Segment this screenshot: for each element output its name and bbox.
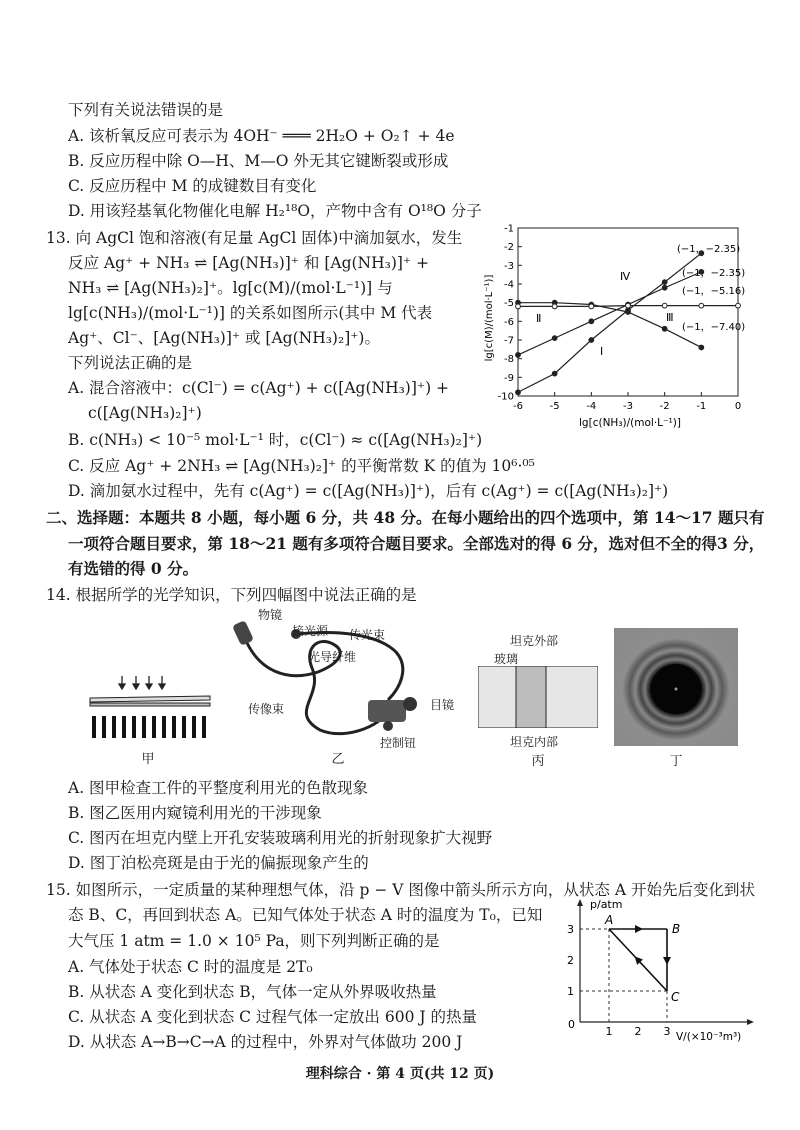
q15-origin: 0 <box>568 1018 575 1031</box>
q13-data-point <box>589 319 594 324</box>
q12-stem: 下列有关说法错误的是 <box>68 101 224 119</box>
tank-glass <box>516 666 546 728</box>
q13-data-point <box>589 304 594 309</box>
q13-line-5: Ag⁺、Cl⁻、[Ag(NH₃)]⁺ 或 [Ag(NH₃)₂]⁺)。 <box>68 329 380 347</box>
q12-option-a: A. 该析氧反应可表示为 4OH⁻ ═══ 2H₂O + O₂↑ + 4e <box>68 127 455 145</box>
q15-arrow-ab <box>635 925 643 933</box>
q15-v-tick-label: 3 <box>663 1025 671 1038</box>
interference-fringe <box>142 716 146 738</box>
interference-fringe <box>192 716 196 738</box>
q15-option-a: A. 气体处于状态 C 时的温度是 2T₀ <box>68 958 313 976</box>
q13-y-tick-label: -7 <box>504 335 514 347</box>
q13-label-IV: Ⅳ <box>620 270 631 283</box>
q13-label-I: Ⅰ <box>600 345 604 358</box>
q13-annot-4: (−1，−7.40) <box>682 322 746 333</box>
q13-data-point <box>552 336 557 341</box>
interference-fringe <box>182 716 186 738</box>
q13-data-point <box>699 345 704 350</box>
q14-caption-ding: 丁 <box>669 754 683 769</box>
label-outside: 坦克外部 <box>510 634 559 648</box>
interference-fringe <box>102 716 106 738</box>
label-inside: 坦克内部 <box>510 735 559 749</box>
interference-fringe <box>122 716 126 738</box>
q13-data-point <box>662 285 667 290</box>
q13-y-tick-label: -9 <box>504 372 514 384</box>
eyepiece-icon <box>403 697 417 711</box>
q13-line-1: 13. 向 AgCl 饱和溶液(有足量 AgCl 固体)中滴加氨水，发生 <box>46 229 463 247</box>
q13-data-point <box>626 310 631 315</box>
q14-caption-bing: 丙 <box>531 754 545 769</box>
q13-x-tick-label: -6 <box>513 401 523 412</box>
q13-option-b: B. c(NH₃) < 10⁻⁵ mol·L⁻¹ 时，c(Cl⁻) ≈ c([Ag(NH₃)₂]⁺) <box>68 431 483 449</box>
q13-annot-1: (−1，−2.35) <box>677 244 741 255</box>
q15-p-tick-label: 2 <box>567 954 574 967</box>
q13-series-line <box>518 253 701 392</box>
section2-line-2: 一项符合题目要求，第 18～21 题有多项符合题目要求。全部选对的得 6 分，选对但不全的得3 分， <box>68 534 765 553</box>
label-kongzhiniu: 控制钮 <box>380 736 417 750</box>
control-knob-icon <box>383 721 393 731</box>
label-jieguangyuan: 接光源 <box>292 624 329 638</box>
objective-lens-icon <box>232 620 254 646</box>
q14-caption-yi: 乙 <box>331 752 345 767</box>
q15-p-tick-label: 1 <box>567 985 574 998</box>
q13-line-2: 反应 Ag⁺ + NH₃ ⇌ [Ag(NH₃)]⁺ 和 [Ag(NH₃)]⁺ + <box>68 254 430 272</box>
q15-ylabel: p/atm <box>590 898 623 911</box>
q15-v-tick-label: 1 <box>605 1025 613 1038</box>
q13-data-point <box>736 303 741 308</box>
q15-option-c: C. 从状态 A 变化到状态 C 过程气体一定放出 600 J 的热量 <box>68 1008 478 1026</box>
q13-option-a-cont: c([Ag(NH₃)₂]⁺) <box>88 404 202 422</box>
q15-point-a: A <box>605 913 614 927</box>
interference-fringe <box>202 716 206 738</box>
q13-data-point <box>589 338 594 343</box>
label-glass: 玻璃 <box>494 652 519 666</box>
q13-chart-xlabel: lg[c(NH₃)/(mol·L⁻¹)] <box>579 417 681 429</box>
q13-x-tick-label: -2 <box>659 401 670 412</box>
q13-label-II: Ⅱ <box>536 312 542 325</box>
section2-line-1: 二、选择题：本题共 8 小题，每小题 6 分，共 48 分。在每小题给出的四个选项中，第 14～17 题只有 <box>46 508 765 527</box>
q15-xlabel: V/(×10⁻³m³) <box>676 1031 742 1043</box>
interference-fringe <box>132 716 136 738</box>
interference-fringe <box>92 716 96 738</box>
q13-x-tick-label: -5 <box>549 401 560 412</box>
q15-option-d: D. 从状态 A→B→C→A 的过程中，外界对气体做功 200 J <box>68 1033 463 1051</box>
q13-data-point <box>662 303 667 308</box>
q13-line-3: NH₃ ⇌ [Ag(NH₃)₂]⁺。lg[c(M)/(mol·L⁻¹)] 与 <box>68 279 393 297</box>
q12-option-c: C. 反应历程中 M 的成键数目有变化 <box>68 177 317 195</box>
q13-annot-2: (−1，−2.35) <box>682 268 746 279</box>
label-chuanxiangshu: 传像束 <box>248 702 285 716</box>
q13-y-tick-label: -3 <box>504 260 514 272</box>
q13-annot-3: (−1，−5.16) <box>682 286 746 297</box>
q13-x-tick-label: -1 <box>696 401 707 412</box>
interference-fringe <box>162 716 166 738</box>
interference-fringe <box>112 716 116 738</box>
q13-data-point <box>662 280 667 285</box>
q15-line-3: 大气压 1 atm = 1.0 × 10⁵ Pa，则下列判断正确的是 <box>68 932 440 950</box>
q13-data-point <box>662 326 667 331</box>
q14-option-a: A. 图甲检查工件的平整度利用光的色散现象 <box>68 779 369 797</box>
q13-x-tick-label: -4 <box>586 401 597 412</box>
q12-option-d: D. 用该羟基氧化物催化电解 H₂¹⁸O，产物中含有 O¹⁸O 分子 <box>68 202 482 220</box>
q13-chart-ylabel: lg[c(M)/(mol·L⁻¹)] <box>484 274 495 362</box>
q13-y-tick-label: -2 <box>504 242 514 254</box>
q13-series-line <box>518 272 701 355</box>
control-body-icon <box>368 700 406 722</box>
q14-option-b: B. 图乙医用内窥镜利用光的干涉现象 <box>68 804 322 822</box>
q14-figure-jia <box>86 672 216 742</box>
q14-stem: 14. 根据所学的光学知识，下列四幅图中说法正确的是 <box>46 586 417 604</box>
q13-x-tick-label: 0 <box>734 401 742 412</box>
section2-line-3: 有选错的得 0 分。 <box>68 559 199 578</box>
q14-figure-yi <box>228 612 448 752</box>
q13-stem: 下列说法正确的是 <box>68 354 193 372</box>
q13-data-point <box>516 353 521 358</box>
q13-data-point <box>699 303 704 308</box>
q13-data-point <box>516 304 521 309</box>
label-guangdaoxianwei: 光导纤维 <box>308 650 357 664</box>
q14-option-c: C. 图丙在坦克内壁上开孔安装玻璃利用光的折射现象扩大视野 <box>68 829 493 847</box>
q14-figure-ding <box>614 628 738 746</box>
label-mujing: 目镜 <box>430 698 455 712</box>
q15-line-1: 15. 如图所示，一定质量的某种理想气体，沿 p − V 图像中箭头所示方向，从状态 A 开始先后变化到状 <box>46 881 755 899</box>
q13-data-point <box>626 303 631 308</box>
q14-figure-bing <box>478 666 598 728</box>
q13-chart <box>470 218 748 430</box>
q15-p-tick-label: 3 <box>567 923 574 936</box>
q13-data-point <box>552 304 557 309</box>
q13-option-a: A. 混合溶液中：c(Cl⁻) = c(Ag⁺) + c([Ag(NH₃)]⁺) + <box>68 379 450 397</box>
q15-p-axis-arrow <box>577 899 583 906</box>
interference-fringe <box>152 716 156 738</box>
label-wujing: 物镜 <box>258 608 283 622</box>
q13-y-tick-label: -10 <box>497 391 514 403</box>
q15-point-c: C <box>671 990 680 1004</box>
q14-caption-jia: 甲 <box>141 752 155 767</box>
q15-v-tick-label: 2 <box>634 1025 642 1038</box>
q13-y-tick-label: -6 <box>504 316 514 328</box>
q13-line-4: lg[c(NH₃)/(mol·L⁻¹)] 的关系如图所示(其中 M 代表 <box>68 304 433 322</box>
q15-pv-chart <box>552 896 758 1046</box>
q15-line-2: 态 B、C，再回到状态 A。已知气体处于状态 A 时的温度为 T₀，已知 <box>68 906 543 924</box>
poisson-bright-spot <box>675 688 678 691</box>
q13-option-d: D. 滴加氨水过程中，先有 c(Ag⁺) = c([Ag(NH₃)]⁺)，后有 c(Ag⁺) = c([Ag(NH₃)₂]⁺) <box>68 482 669 500</box>
q13-data-point <box>552 371 557 376</box>
interference-fringe <box>172 716 176 738</box>
q15-option-b: B. 从状态 A 变化到状态 B，气体一定从外界吸收热量 <box>68 983 437 1001</box>
q15-arrow-bc <box>663 957 671 965</box>
q15-v-axis-arrow <box>747 1019 754 1025</box>
label-chuanguangshu: 传光束 <box>349 628 386 642</box>
q13-label-III: Ⅲ <box>666 311 674 324</box>
q13-x-tick-label: -3 <box>623 401 633 412</box>
q15-point-b: B <box>672 922 681 936</box>
q13-y-tick-label: -4 <box>504 279 514 291</box>
q12-option-b: B. 反应历程中除 O—H、M—O 外无其它键断裂或形成 <box>68 152 449 170</box>
q13-y-tick-label: -1 <box>504 223 514 235</box>
q13-option-c: C. 反应 Ag⁺ + 2NH₃ ⇌ [Ag(NH₃)₂]⁺ 的平衡常数 K 的值为 10⁶·⁰⁵ <box>68 457 535 475</box>
page-footer: 理科综合 · 第 4 页(共 12 页) <box>305 1066 495 1082</box>
q13-y-tick-label: -5 <box>504 298 514 310</box>
q13-y-tick-label: -8 <box>504 354 514 366</box>
q14-option-d: D. 图丁泊松亮斑是由于光的偏振现象产生的 <box>68 854 369 872</box>
